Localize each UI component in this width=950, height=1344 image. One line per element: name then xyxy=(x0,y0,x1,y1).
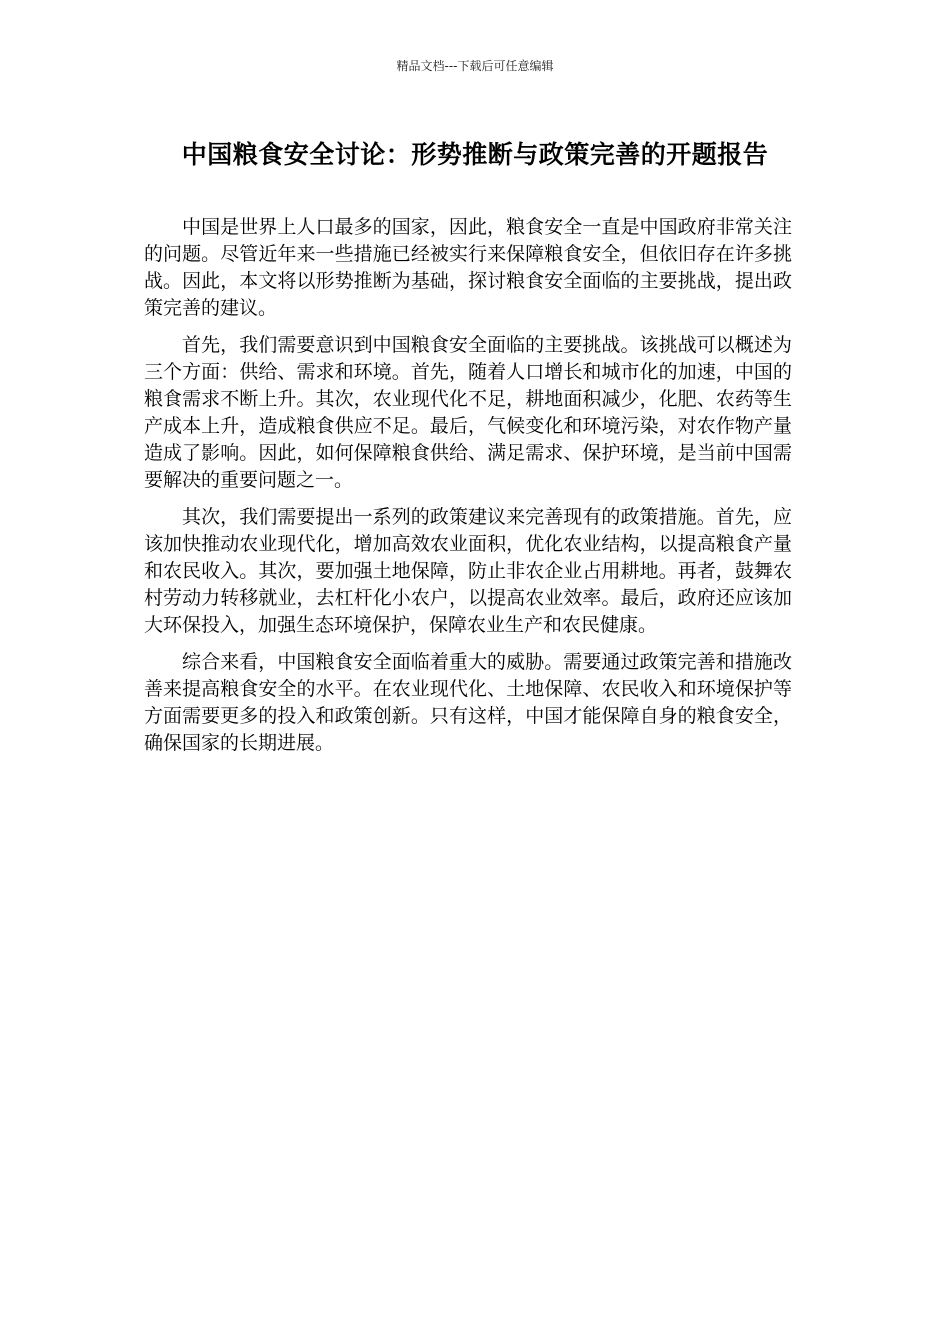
paragraph-4: 综合来看，中国粮食安全面临着重大的威胁。需要通过政策完善和措施改善来提高粮食安全的水平。在农业现代化、土地保障、农民收入和环境保护等方面需要更多的投入和政策创新。只有这样，中国才能保障自身的粮食安全，确保国家的长期进展。 xyxy=(144,651,792,754)
document-title: 中国粮食安全讨论：形势推断与政策完善的开题报告 xyxy=(181,140,769,169)
header-note: 精品文档---下载后可任意编辑 xyxy=(396,59,554,73)
paragraph-1: 中国是世界上人口最多的国家，因此，粮食安全一直是中国政府非常关注的问题。尽管近年来一些措施已经被实行来保障粮食安全，但依旧存在许多挑战。因此，本文将以形势推断为基础，探讨粮食安全面临的主要挑战，提出政策完善的建议。 xyxy=(144,216,792,319)
document-body xyxy=(144,214,792,767)
paragraph-3: 其次，我们需要提出一系列的政策建议来完善现有的政策措施。首先，应该加快推动农业现代化，增加高效农业面积，优化农业结构，以提高粮食产量和农民收入。其次，要加强土地保障，防止非农企业占用耕地。再者，鼓舞农村劳动力转移就业，去杠杆化小农户，以提高农业效率。最后，政府还应该加大环保投入，加强生态环境保护，保障农业生产和农民健康。 xyxy=(144,506,792,636)
paragraph-2: 首先，我们需要意识到中国粮食安全面临的主要挑战。该挑战可以概述为三个方面：供给、需求和环境。首先，随着人口增长和城市化的加速，中国的粮食需求不断上升。其次，农业现代化不足，耕地面积减少，化肥、农药等生产成本上升，造成粮食供应不足。最后，气候变化和环境污染，对农作物产量造成了影响。因此，如何保障粮食供给、满足需求、保护环境，是当前中国需要解决的重要问题之一。 xyxy=(144,334,792,491)
